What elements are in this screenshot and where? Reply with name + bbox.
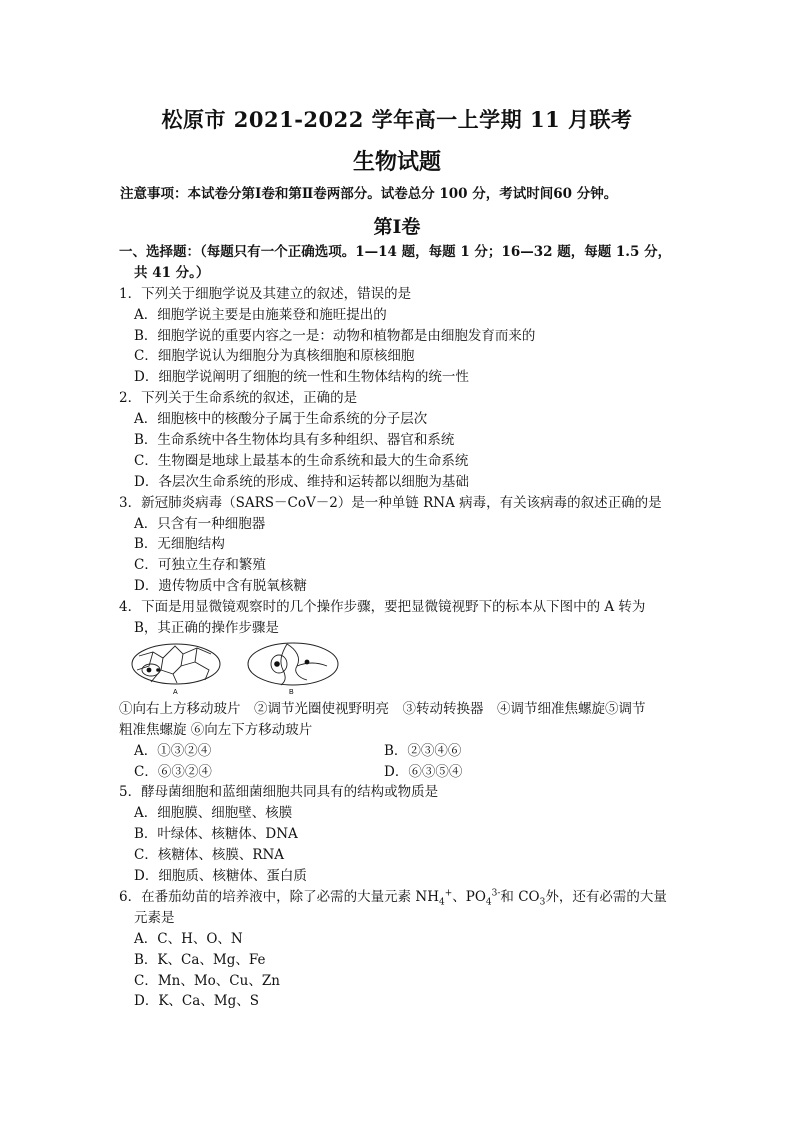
q5-stem: 5．酵母菌细胞和蓝细菌细胞共同具有的结构或物质是 [119, 784, 439, 801]
q6-sep1: 、PO [452, 888, 486, 905]
q4-options-row1 [119, 741, 679, 762]
q1-option-b: B．细胞学说的重要内容之一是：动物和植物都是由细胞发育而来的 [134, 327, 536, 344]
subject-title: 生物试题 [352, 149, 441, 175]
q3-option-d: D．遗传物质中含有脱氧核糖 [134, 578, 307, 595]
q3-option-c: C．可独立生存和繁殖 [134, 557, 266, 574]
q6-option-b: B．K、Ca、Mg、Fe [134, 951, 266, 968]
q2-stem: 2．下列关于生命系统的叙述，正确的是 [119, 390, 358, 407]
section-heading-line1: 一、选择题：（每题只有一个正确选项。1—14 题，每题 1 分；16—32 题，每题 1.5 分， [119, 244, 672, 260]
q6-stem-post: 外，还有必需的大量 [545, 888, 667, 905]
notice-text: 注意事项：本试卷分第Ⅰ卷和第Ⅱ卷两部分。试卷总分 100 分，考试时间60 分钟。 [120, 186, 618, 202]
q2-option-d: D．各层次生命系统的形成、维持和运转都以细胞为基础 [134, 473, 469, 490]
q5-option-b: B．叶绿体、核糖体、DNA [134, 826, 298, 843]
q5-option-d: D．细胞质、核糖体、蛋白质 [134, 868, 307, 885]
q4-option-c: C．⑥③②④ [134, 763, 212, 780]
questions [119, 242, 679, 1012]
q3-option-b: B．无细胞结构 [134, 536, 225, 553]
q1-option-a: A．细胞学说主要是由施莱登和施旺提出的 [134, 306, 387, 323]
q5-option-c: C．核糖体、核膜、RNA [134, 847, 285, 864]
section-heading-line2: 共 41 分。） [134, 264, 210, 281]
q4-option-d: D．⑥③⑤④ [384, 763, 463, 780]
nh4-sub: 4 [438, 897, 445, 908]
figure-label-b: B [289, 688, 294, 696]
q6-sep2: 和 CO [500, 888, 540, 905]
q4-stem-line1: 4．下面是用显微镜观察时的几个操作步骤，要把显微镜视野下的标本从下图中的 A 转为 [119, 599, 646, 616]
q6-option-a: A．C、H、O、N [134, 930, 243, 947]
q4-option-a: A．①③②④ [134, 742, 212, 759]
q1-option-d: D．细胞学说阐明了细胞的统一性和生物体结构的统一性 [134, 369, 469, 386]
q3-option-a: A．只含有一种细胞器 [134, 515, 266, 532]
q2-option-a: A．细胞核中的核酸分子属于生命系统的分子层次 [134, 411, 428, 428]
volume-heading: 第Ⅰ卷 [373, 216, 421, 238]
exam-title: 松原市 2021-2022 学年高一上学期 11 月联考 [161, 107, 633, 132]
q3-stem: 3．新冠肺炎病毒（SARS－CoV－2）是一种单链 RNA 病毒，有关该病毒的叙述正确的是 [119, 494, 662, 511]
q6-stem-line2: 元素是 [134, 909, 175, 926]
q4-steps-line2: 粗准焦螺旋 ⑥向左下方移动玻片 [119, 721, 313, 738]
view-b [248, 643, 338, 696]
q4-stem-line2: B，其正确的操作步骤是 [134, 620, 279, 637]
q6-option-c: C．Mn、Mo、Cu、Zn [134, 972, 280, 989]
q6-option-d: D．K、Ca、Mg、S [134, 993, 260, 1010]
q2-option-b: B．生命系统中各生物体均具有多种组织、器官和系统 [134, 432, 455, 449]
q5-option-a: A．细胞膜、细胞壁、核膜 [134, 805, 293, 822]
microscope-figure [119, 640, 679, 696]
microscope-views [131, 640, 361, 696]
q1-option-c: C．细胞学说认为细胞分为真核细胞和原核细胞 [134, 348, 415, 365]
figure-label-a: A [173, 688, 178, 696]
po4-sub: 4 [485, 897, 492, 908]
q2-option-c: C．生物圈是地球上最基本的生命系统和最大的生命系统 [134, 452, 469, 469]
q6-stem-pre: 6．在番茄幼苗的培养液中，除了必需的大量元素 NH [119, 888, 439, 905]
q4-option-b: B．②③④⑥ [384, 742, 462, 759]
po4-sup: 3- [491, 888, 501, 899]
view-a [132, 644, 220, 696]
q4-options-row2 [119, 762, 679, 783]
q1-stem: 1．下列关于细胞学说及其建立的叙述，错误的是 [119, 285, 412, 302]
co3-sub: 3 [539, 897, 546, 908]
nh4-sup: + [444, 888, 453, 899]
q6-stem-line1 [119, 887, 679, 908]
q4-steps-line1: ①向右上方移动玻片 ②调节光圈使视野明亮 ③转动转换器 ④调节细准焦螺旋⑤调节 [119, 700, 646, 717]
